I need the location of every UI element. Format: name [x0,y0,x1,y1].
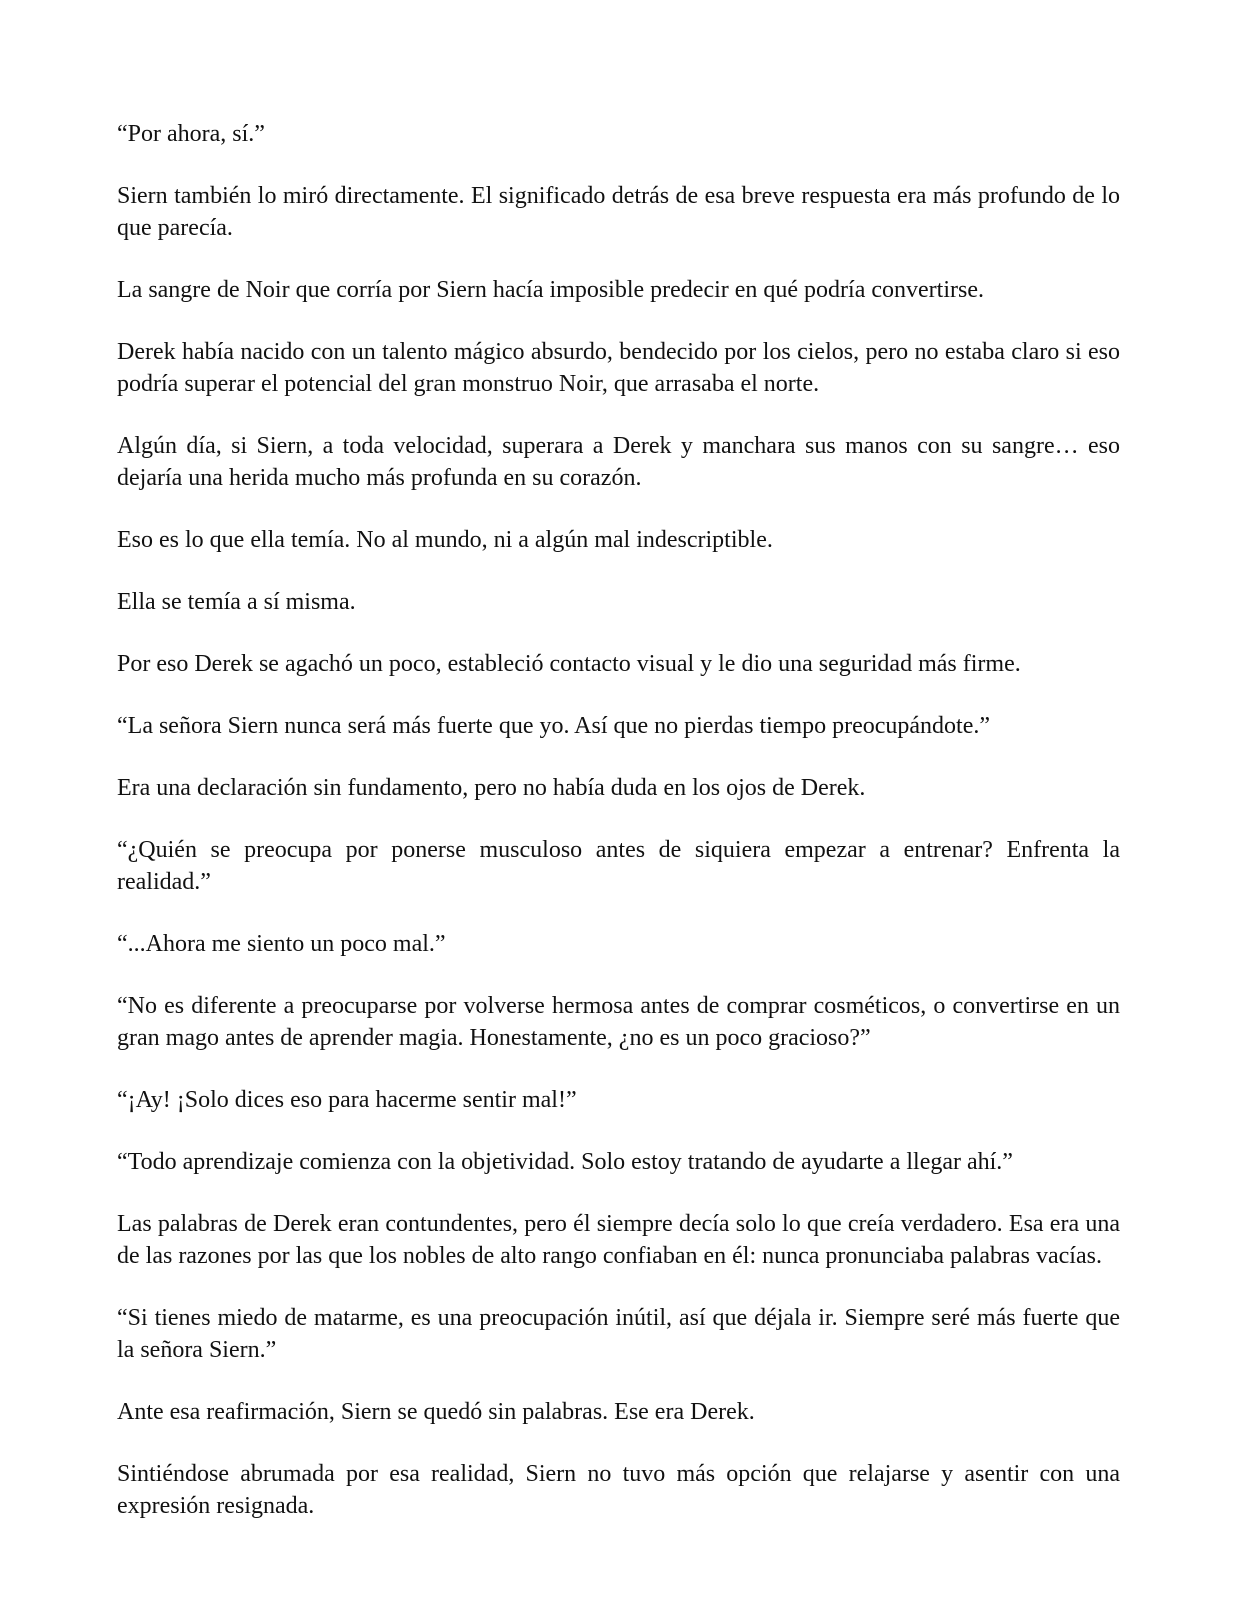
paragraph: “Si tienes miedo de matarme, es una preocupación inútil, así que déjala ir. Siempre seré más fuerte que la señora Siern.” [117,1305,1120,1363]
paragraph: “La señora Siern nunca será más fuerte que yo. Así que no pierdas tiempo preocupándote.” [117,713,991,739]
paragraph: La sangre de Noir que corría por Siern hacía imposible predecir en qué podría convertirse. [117,277,984,303]
paragraph: Era una declaración sin fundamento, pero no había duda en los ojos de Derek. [117,775,866,801]
paragraph: “¡Ay! ¡Solo dices eso para hacerme sentir mal!” [117,1087,577,1113]
paragraph: “¿Quién se preocupa por ponerse musculoso antes de siquiera empezar a entrenar? Enfrenta la realidad.” [117,837,1120,895]
paragraph: Sintiéndose abrumada por esa realidad, Siern no tuvo más opción que relajarse y asentir con una expresión resignada. [117,1461,1120,1519]
paragraph: Algún día, si Siern, a toda velocidad, superara a Derek y manchara sus manos con su sangre… eso dejaría una herida mucho más profunda en su corazón. [117,433,1120,491]
paragraph: Ella se temía a sí misma. [117,589,356,615]
paragraph: Por eso Derek se agachó un poco, estableció contacto visual y le dio una seguridad más firme. [117,651,1021,677]
paragraph: “Por ahora, sí.” [117,121,265,147]
paragraph: “...Ahora me siento un poco mal.” [117,931,446,957]
paragraph: Siern también lo miró directamente. El significado detrás de esa breve respuesta era más profundo de lo que parecía. [117,183,1120,241]
paragraph: Ante esa reafirmación, Siern se quedó sin palabras. Ese era Derek. [117,1399,755,1425]
document-body [117,118,1120,1522]
paragraph: “No es diferente a preocuparse por volverse hermosa antes de comprar cosméticos, o convertirse en un gran mago antes de aprender magia. Honestamente, ¿no es un poco gracioso?” [117,993,1120,1051]
paragraph: Eso es lo que ella temía. No al mundo, ni a algún mal indescriptible. [117,527,773,553]
paragraph: Derek había nacido con un talento mágico absurdo, bendecido por los cielos, pero no estaba claro si eso podría superar el potencial del gran monstruo Noir, que arrasaba el norte. [117,339,1120,397]
paragraph: “Todo aprendizaje comienza con la objetividad. Solo estoy tratando de ayudarte a llegar ahí.” [117,1149,1013,1175]
paragraph: Las palabras de Derek eran contundentes, pero él siempre decía solo lo que creía verdadero. Esa era una de las razones por las que los nobles de alto rango confiaban en él: nunca pronunciaba palabras vacías. [117,1211,1120,1269]
